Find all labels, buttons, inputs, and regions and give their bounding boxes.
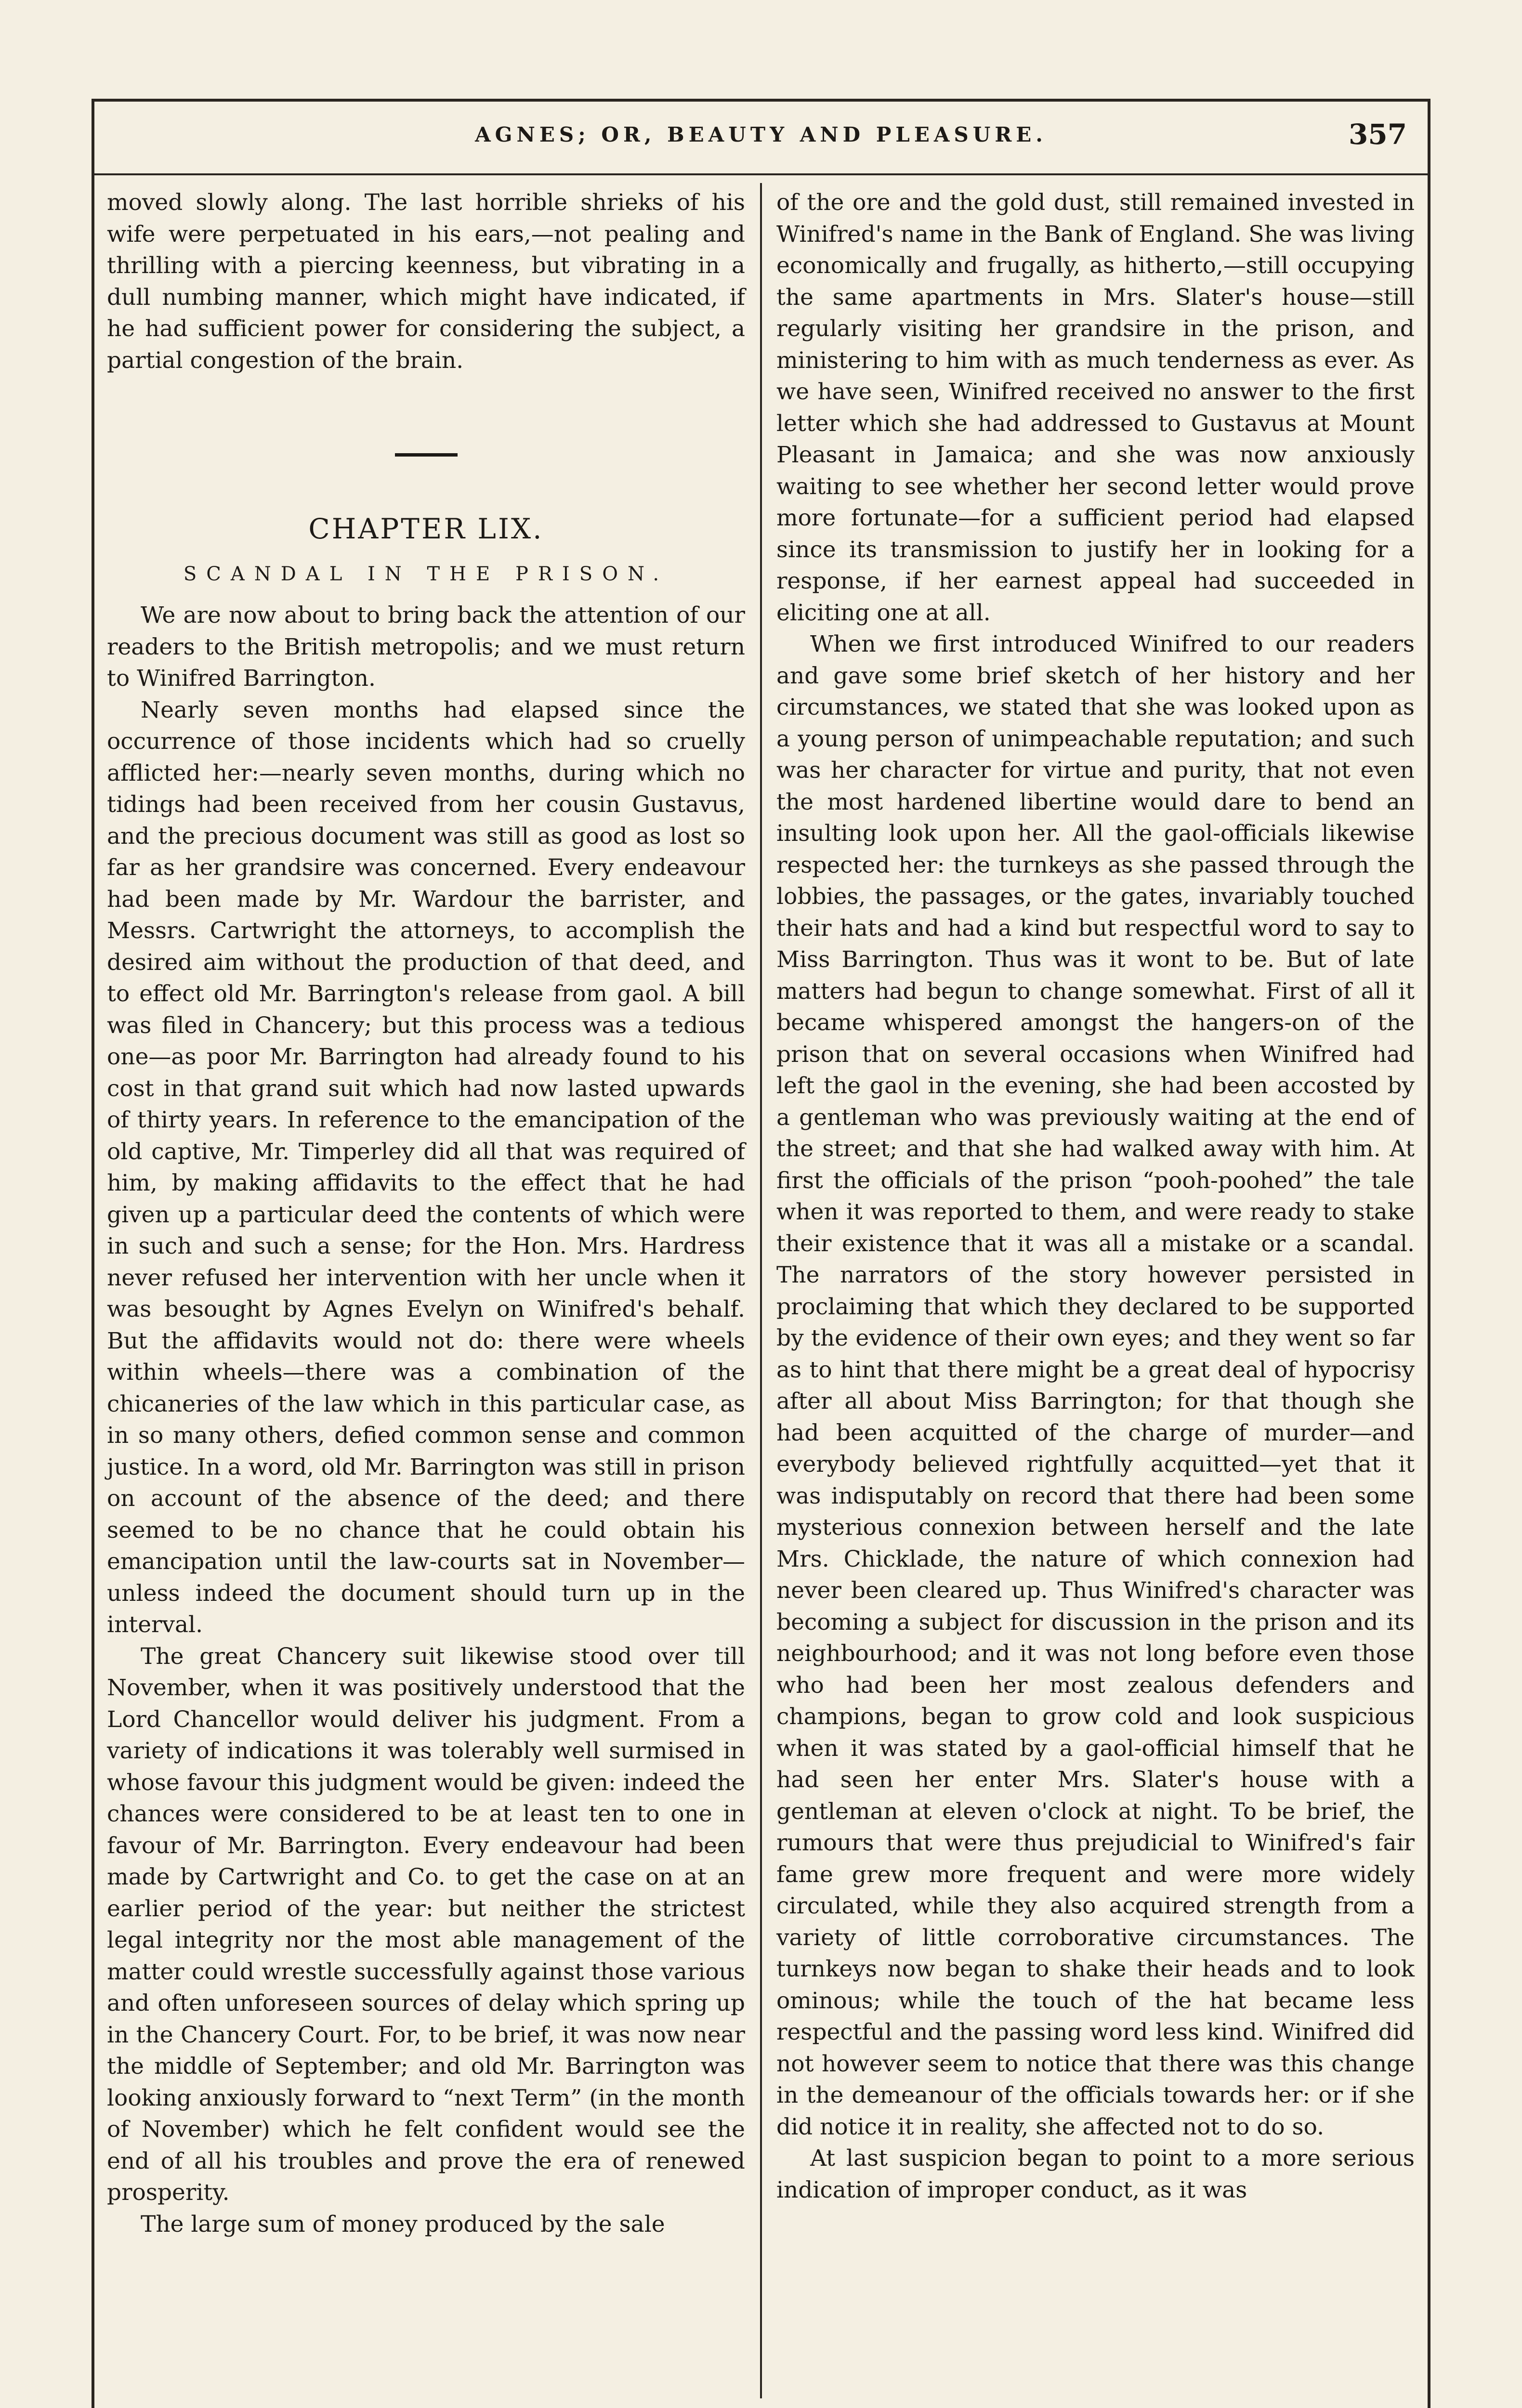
- right-opening-paragraph: of the ore and the gold dust, still remained invested in Winifred's name in the Bank of England. She was living economically and frugally, as hitherto,—still occupying the same apartments in Mrs. Slater's house—still regularly visiting her grandsire in the prison, and ministering to him with as much tenderness as ever. As we have seen, Winifred received no answer to the first letter which she had addressed to Gustavus at Mount Pleasant in Jamaica; and she was now anxiously waiting to see whether her second letter would prove more fortunate—for a sufficient period had elapsed since its transmission to justify her in looking for a response, if her earnest appeal had succeeded in eliciting one at all.: [776, 189, 1415, 626]
- chapter-separator-dash: [395, 453, 458, 457]
- left-column: [107, 187, 745, 2240]
- page-number: 357: [1349, 118, 1407, 151]
- page-frame-left-rule: [92, 99, 94, 2408]
- column-divider: [760, 183, 762, 2398]
- right-column: [776, 187, 1415, 2206]
- right-paragraph: At last suspicion began to point to a more serious indication of improper conduct, as it was: [776, 2145, 1415, 2203]
- header-rule: [92, 173, 1430, 175]
- left-paragraph: The large sum of money produced by the sale: [141, 2211, 665, 2238]
- chapter-subtitle: SCANDAL IN THE PRISON.: [183, 563, 669, 585]
- running-title: AGNES; OR, BEAUTY AND PLEASURE.: [475, 123, 1047, 146]
- left-paragraph: We are now about to bring back the attention of our readers to the British metropolis; and we must return to Winifred Barrington.: [107, 602, 745, 692]
- page-frame-top-rule: [92, 99, 1430, 102]
- left-paragraph: The great Chancery suit likewise stood over till November, when it was positively understood that the Lord Chancellor would deliver his judgment. From a variety of indications it was tolerably well surmised in whose favour this judgment would be given: indeed the chances were considered to be at least ten to one in favour of Mr. Barrington. Every endeavour had been made by Cartwright and Co. to get the case on at an earlier period of the year: but neither the strictest legal integrity nor the most able management of the matter could wrestle successfully against those various and often unforeseen sources of delay which spring up in the Chancery Court. For, to be brief, it was now near the middle of September; and old Mr. Barrington was looking anxiously forward to “next Term” (in the month of November) which he felt confident would see the end of all his troubles and prove the era of renewed prosperity.: [107, 1643, 745, 2206]
- right-paragraph: When we first introduced Winifred to our readers and gave some brief sketch of her history and her circumstances, we stated that she was looked upon as a young person of unimpeachable reputation; and such was her character for virtue and purity, that not even the most hardened libertine would dare to bend an insulting look upon her. All the gaol-officials likewise respected her: the turnkeys as she passed through the lobbies, the passages, or the gates, invariably touched their hats and had a kind but respectful word to say to Miss Barrington. Thus was it wont to be. But of late matters had begun to change somewhat. First of all it became whispered amongst the hangers-on of the prison that on several occasions when Winifred had left the gaol in the evening, she had been accosted by a gentleman who was previously waiting at the end of the street; and that she had walked away with him. At first the officials of the prison “pooh-poohed” the tale when it was reported to them, and were ready to stake their existence that it was all a mistake or a scandal. The narrators of the story however persisted in proclaiming that which they declared to be supported by the evidence of their own eyes; and they went so far as to hint that there might be a great deal of hypocrisy after all about Miss Barrington; for that though she had been acquitted of the charge of murder—and everybody believed rightfully acquitted—yet that it was indisputably on record that there had been some mysterious connexion between herself and the late Mrs. Chicklade, the nature of which connexion had never been cleared up. Thus Winifred's character was becoming a subject for discussion in the prison and its neighbourhood; and it was not long before even those who had been her most zealous defenders and champions, began to grow cold and look suspicious when it was stated by a gaol-official himself that he had seen her enter Mrs. Slater's house with a gentleman at eleven o'clock at night. To be brief, the rumours that were thus prejudicial to Winifred's fair fame grew more frequent and were more widely circulated, while they also acquired strength from a variety of little corroborative circumstances. The turnkeys now began to shake their heads and to look ominous; while the touch of the hat became less respectful and the passing word less kind. Winifred did not however seem to notice that there was this change in the demeanour of the officials towards her: or if she did notice it in reality, she affected not to do so.: [776, 631, 1415, 2140]
- left-paragraph: Nearly seven months had elapsed since the occurrence of those incidents which had so cruelly afflicted her:—nearly seven months, during which no tidings had been received from her cousin Gustavus, and the precious document was still as good as lost so far as her grandsire was concerned. Every endeavour had been made by Mr. Wardour the barrister, and Messrs. Cartwright the attorneys, to accomplish the desired aim without the production of that deed, and to effect old Mr. Barrington's release from gaol. A bill was filed in Chancery; but this process was a tedious one—as poor Mr. Barrington had already found to his cost in that grand suit which had now lasted upwards of thirty years. In reference to the emancipation of the old captive, Mr. Timperley did all that was required of him, by making affidavits to the effect that he had given up a particular deed the contents of which were in such and such a sense; for the Hon. Mrs. Hardress never refused her intervention with her uncle when it was besought by Agnes Evelyn on Winifred's behalf. But the affidavits would not do: there were wheels within wheels—there was a combination of the chicaneries of the law which in this particular case, as in so many others, defied common sense and common justice. In a word, old Mr. Barrington was still in prison on account of the absence of the deed; and there seemed to be no chance that he could obtain his emancipation until the law-courts sat in November—unless indeed the document should turn up in the interval.: [107, 696, 745, 1638]
- page-frame-right-rule: [1428, 99, 1430, 2408]
- chapter-title: CHAPTER LIX.: [308, 512, 544, 545]
- left-opening-paragraph: moved slowly along. The last horrible shrieks of his wife were perpetuated in his ears,—not pealing and thrilling with a piercing keenness, but vibrating in a dull numbing manner, which might have indicated, if he had sufficient power for considering the subject, a partial congestion of the brain.: [107, 189, 745, 374]
